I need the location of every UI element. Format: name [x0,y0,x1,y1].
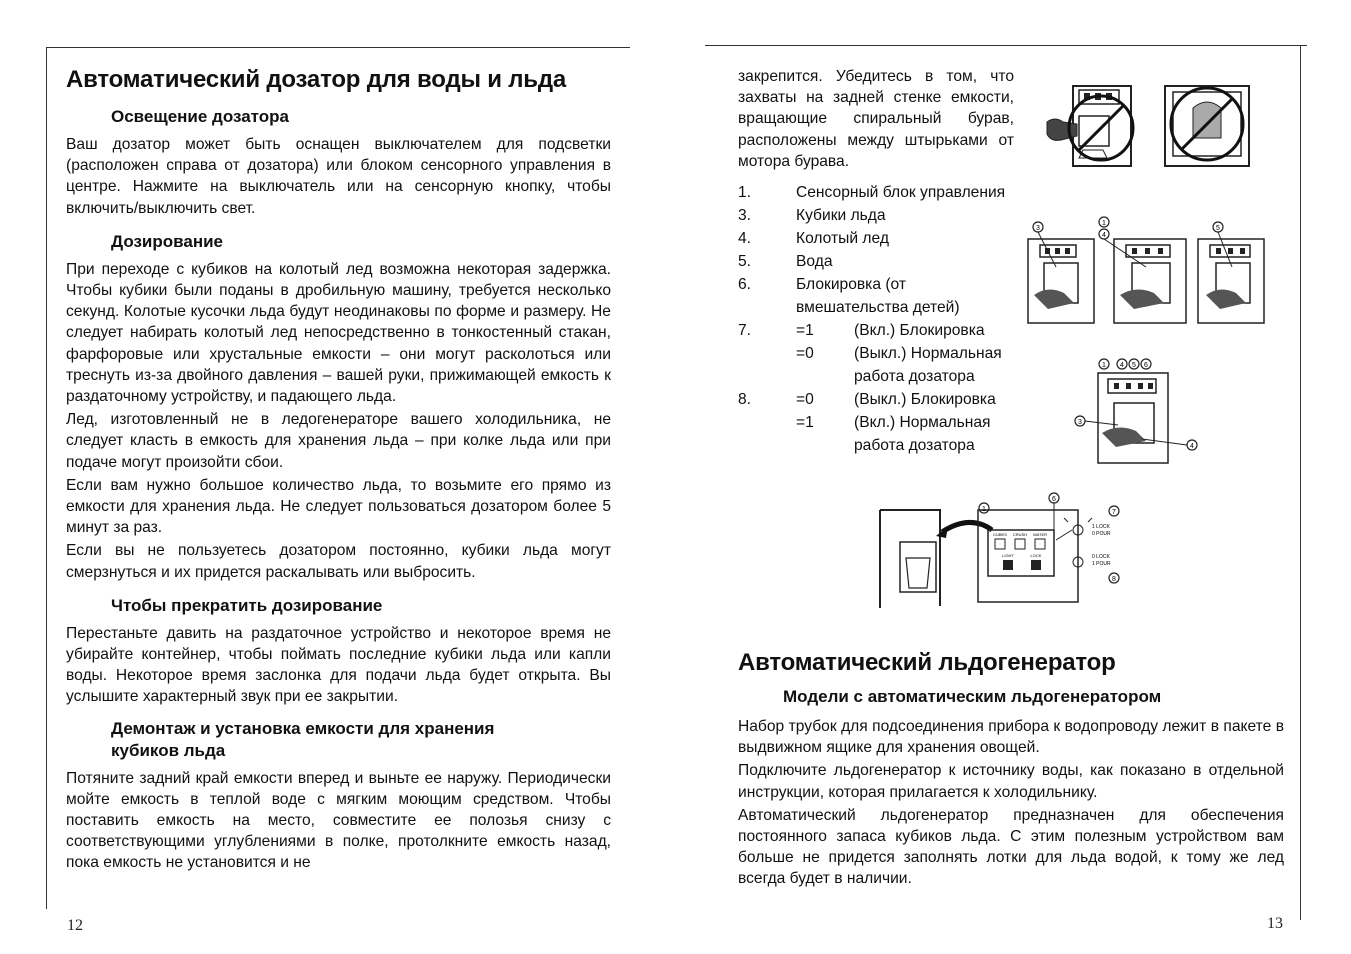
list-item: 5. Вода [738,253,833,270]
svg-text:5: 5 [1132,362,1136,369]
left-page-title: Автоматический дозатор для воды и льда [66,66,567,93]
list-item: 8. =0 (Выкл.) Блокировка [738,391,996,408]
page-number-right: 13 [1267,915,1283,932]
list-item: 3. Кубики льда [738,207,886,224]
paragraph: Набор трубок для подсоединения прибора к водопроводу лежит в пакете в выдвижном ящике для хранения овощей. [738,718,1284,757]
svg-text:CRUSH: CRUSH [1012,532,1028,537]
list-item: 4. Колотый лед [738,230,889,247]
svg-text:6: 6 [1144,362,1148,369]
svg-text:0 LOCK: 0 LOCK [1092,554,1110,560]
paragraph: Автоматический льдогенератор предназначен для обеспечения постоянного запаса кубиков льда. С этим полезным устройством вам больше не придется заполнять лотки для льда водой, к тому же лед всегда будет в наличии. [738,806,1284,888]
right-top-rule [705,45,1307,46]
svg-text:WATER: WATER [1033,532,1047,537]
legend-list [738,181,1038,457]
list-item: работа дозатора [854,368,975,385]
left-side-rule [46,47,47,909]
right-page-title: Автоматический льдогенератор [738,649,1116,676]
list-item: =1 (Вкл.) Нормальная [796,414,991,431]
section-heading-dispensing: Дозирование [111,231,224,251]
svg-text:LOCK: LOCK [1030,553,1042,558]
svg-text:1 POUR: 1 POUR [1092,561,1111,567]
svg-text:4: 4 [1120,362,1124,369]
list-item: вмешательства детей) [796,299,960,316]
svg-text:1 LOCK: 1 LOCK [1092,524,1110,530]
right-column [738,678,1284,892]
list-item: =0 (Выкл.) Нормальная [796,345,1002,362]
svg-text:CUBES: CUBES [993,532,1007,537]
svg-text:0 POUR: 0 POUR [1092,531,1111,537]
svg-text:7: 7 [1112,509,1116,516]
paragraph: Если вам нужно большое количество льда, то возьмите его прямо из емкости для хранения льда. Не следует пользоваться дозатором более 5 минут за раз. [66,476,611,537]
svg-text:4: 4 [1102,232,1106,239]
left-top-rule [46,47,630,48]
figure-three-dispensers [1026,215,1296,327]
paragraph: Ваш дозатор может быть оснащен выключателем для подсветки (расположен справа от дозатора) или блоком сенсорного управления в центре. Нажмите на выключатель или на сенсорную кнопку, чтобы включить/выключить свет. [66,136,611,217]
figure-control-panel [850,490,1130,608]
section-heading-bin: Демонтаж и установка емкости для хранения кубиков льда [111,718,495,760]
svg-text:4: 4 [1190,443,1194,450]
figure-bin-install [1043,78,1253,170]
svg-text:3: 3 [1036,225,1040,232]
left-column [66,96,611,876]
right-intro [738,66,1014,174]
paragraph: Перестаньте давить на раздаточное устройство и некоторое время не убирайте контейнер, чтобы поймать последние кубики льда или капли воды. Некоторое время заслонка для подачи льда будет открыта. Вы услышите характерный звук при ее закрытии. [66,624,611,706]
page-number-left: 12 [67,917,83,934]
svg-text:6: 6 [1052,496,1056,503]
list-item: 6. Блокировка (от [738,276,907,293]
section-heading-lighting: Освещение дозатора [111,107,290,126]
section-heading-stop: Чтобы прекратить дозирование [111,595,383,615]
svg-text:3: 3 [1078,419,1082,426]
svg-text:LIGHT: LIGHT [1002,553,1014,558]
svg-text:8: 8 [1112,576,1116,583]
right-side-rule [1300,45,1301,920]
figure-dispenser-labels [1072,355,1202,467]
intro-paragraph: закрепится. Убедитесь в том, что захваты на задней стенке емкости, вращающие спиральный бурав, расположены между штырьками от мотора бурава. [738,68,1014,170]
section-heading-icemaker-models: Модели с автоматическим льдогенератором [783,687,1162,706]
list-item: работа дозатора [854,437,975,454]
paragraph: Если вы не пользуетесь дозатором постоянно, кубики льда могут смерзнуться и их придется раскалывать или выбросить. [66,542,611,581]
paragraph: Потяните задний край емкости вперед и выньте ее наружу. Периодически мойте емкость в теплой воде с мягким моющим средством. Чтобы поставить емкость на место, совместите ее полозья снизу с соответствующими углублениями в полке, протолкните емкость назад, пока емкость не установится и не [66,769,611,872]
paragraph: Подключите льдогенератор к источнику воды, как показано в отдельной инструкции, которая прилагается к холодильнику. [738,762,1284,801]
list-item: 1. Сенсорный блок управления [738,184,1006,201]
svg-text:1: 1 [1102,362,1106,369]
list-item: 7. =1 (Вкл.) Блокировка [738,322,985,339]
paragraph: При переходе с кубиков на колотый лед возможна некоторая задержка. Чтобы кубики были поданы в дробильную машину, требуется несколько секунд. Колотые кусочки льда будут неодинаковы по форме и размеру. Не следует набирать колотый лед непосредственно в тонкостенный стакан, фарфоровые или хрустальные емкости – они могут расколоться или треснуть из-за двойного давления – вашей руки, прижимающей емкость к раздаточному устройству, и падающего льда. [66,260,611,406]
paragraph: Лед, изготовленный не в ледогенераторе вашего холодильника, не следует класть в емкость для хранения льда – при колке льда или при подаче могут произойти сбои. [66,411,611,471]
svg-text:1: 1 [1102,220,1106,227]
svg-text:1: 1 [982,506,986,513]
svg-text:5: 5 [1216,225,1220,232]
